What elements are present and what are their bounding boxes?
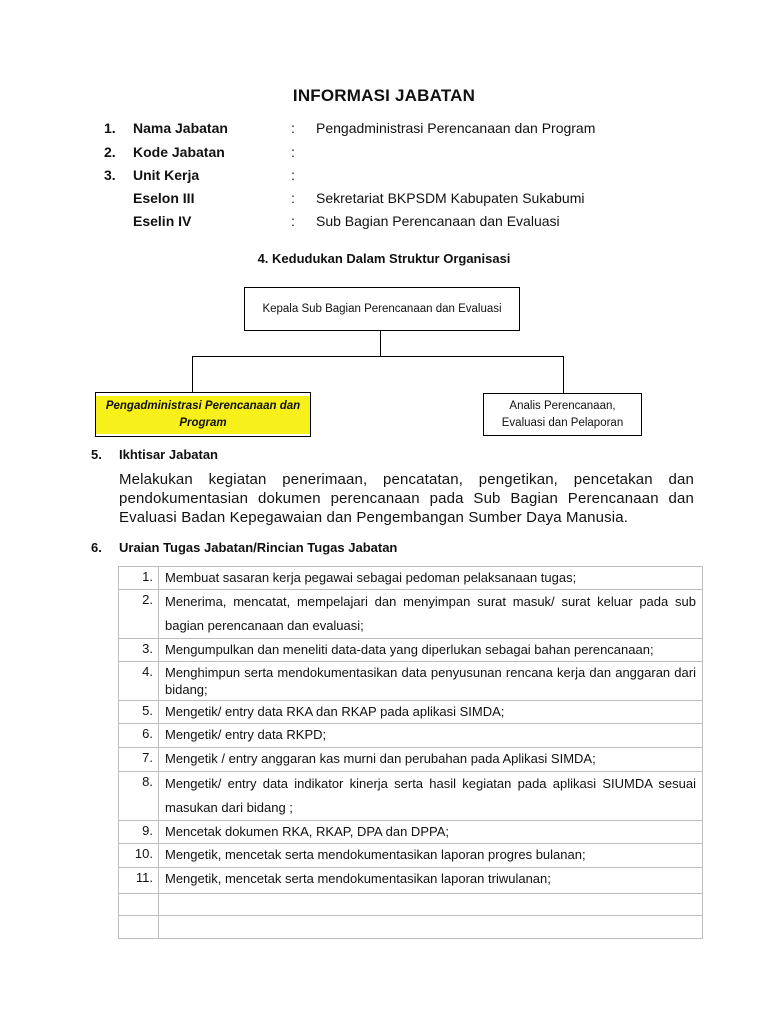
org-connector-vertical bbox=[380, 331, 381, 357]
task-number bbox=[119, 894, 159, 916]
table-row bbox=[119, 662, 703, 701]
info-label: Kode Jabatan bbox=[133, 144, 225, 160]
info-row-eselon-iv bbox=[0, 213, 768, 233]
table-row bbox=[119, 772, 703, 821]
table-row bbox=[119, 821, 703, 844]
table-row bbox=[119, 894, 703, 916]
task-text: Mengetik/ entry data RKA dan RKAP pada aplikasi SIMDA; bbox=[159, 701, 703, 724]
org-connector-horizontal bbox=[192, 356, 564, 357]
table-row bbox=[119, 844, 703, 868]
task-table bbox=[118, 566, 703, 939]
task-number: 10. bbox=[119, 844, 159, 868]
task-number bbox=[119, 916, 159, 939]
task-number: 4. bbox=[119, 662, 159, 701]
structure-heading: 4. Kedudukan Dalam Struktur Organisasi bbox=[257, 251, 511, 266]
info-value: Sekretariat BKPSDM Kabupaten Sukabumi bbox=[316, 190, 585, 206]
task-text bbox=[159, 916, 703, 939]
info-row-unit-kerja bbox=[0, 167, 768, 187]
task-text: Membuat sasaran kerja pegawai sebagai pedoman pelaksanaan tugas; bbox=[159, 567, 703, 590]
task-number: 5. bbox=[119, 701, 159, 724]
task-text: Mengetik/ entry data RKPD; bbox=[159, 724, 703, 748]
info-colon: : bbox=[291, 190, 295, 206]
task-number: 11. bbox=[119, 868, 159, 894]
org-box-kepala-subbag bbox=[244, 287, 520, 331]
info-row-kode-jabatan bbox=[0, 144, 768, 164]
info-number: 2. bbox=[104, 144, 116, 160]
info-number: 1. bbox=[104, 120, 116, 136]
info-label: Nama Jabatan bbox=[133, 120, 228, 136]
info-colon: : bbox=[291, 144, 295, 160]
info-colon: : bbox=[291, 120, 295, 136]
task-number: 6. bbox=[119, 724, 159, 748]
section-number: 5. bbox=[91, 447, 102, 462]
table-row bbox=[119, 639, 703, 662]
org-box-analis bbox=[483, 393, 642, 436]
task-number: 9. bbox=[119, 821, 159, 844]
task-number: 2. bbox=[119, 590, 159, 639]
task-text: Mengetik/ entry data indikator kinerja serta hasil kegiatan pada aplikasi SIUMDA sesuai masukan dari bidang ; bbox=[159, 772, 703, 821]
section-number: 6. bbox=[91, 540, 102, 555]
table-row bbox=[119, 868, 703, 894]
info-value: Pengadministrasi Perencanaan dan Program bbox=[316, 120, 596, 136]
table-row bbox=[119, 590, 703, 639]
section-title-uraian: Uraian Tugas Jabatan/Rincian Tugas Jabatan bbox=[119, 540, 398, 555]
info-label: Eselon III bbox=[133, 190, 195, 206]
task-text: Menghimpun serta mendokumentasikan data penyusunan rencana kerja dan anggaran dari bidang; bbox=[159, 662, 703, 701]
info-value: Sub Bagian Perencanaan dan Evaluasi bbox=[316, 213, 560, 229]
task-number: 8. bbox=[119, 772, 159, 821]
table-row bbox=[119, 748, 703, 772]
info-row-eselon-iii bbox=[0, 190, 768, 210]
task-number: 3. bbox=[119, 639, 159, 662]
table-row bbox=[119, 724, 703, 748]
org-box-text: Kepala Sub Bagian Perencanaan dan Evaluasi bbox=[262, 302, 502, 315]
section-title-ikhtisar: Ikhtisar Jabatan bbox=[119, 447, 218, 462]
info-label: Unit Kerja bbox=[133, 167, 200, 183]
task-text: Mengumpulkan dan meneliti data-data yang diperlukan sebagai bahan perencanaan; bbox=[159, 639, 703, 662]
task-text: Mengetik, mencetak serta mendokumentasikan laporan progres bulanan; bbox=[159, 844, 703, 868]
table-row bbox=[119, 701, 703, 724]
page-title: INFORMASI JABATAN bbox=[292, 86, 476, 105]
task-text: Menerima, mencatat, mempelajari dan menyimpan surat masuk/ surat keluar pada sub bagian perencanaan dan evaluasi; bbox=[159, 590, 703, 639]
ikhtisar-paragraph: Melakukan kegiatan penerimaan, pencatatan, pengetikan, pencetakan dan pendokumentasian dokumen perencanaan pada Sub Bagian Perencanaan dan Evaluasi Badan Kepegawaian dan Pengembangan Sumber Daya Manusia. bbox=[119, 471, 694, 526]
info-colon: : bbox=[291, 167, 295, 183]
info-label: Eselin IV bbox=[133, 213, 192, 229]
task-text: Mencetak dokumen RKA, RKAP, DPA dan DPPA; bbox=[159, 821, 703, 844]
task-text bbox=[159, 894, 703, 916]
task-text: Mengetik, mencetak serta mendokumentasikan laporan triwulanan; bbox=[159, 868, 703, 894]
task-text: Mengetik / entry anggaran kas murni dan perubahan pada Aplikasi SIMDA; bbox=[159, 748, 703, 772]
info-number: 3. bbox=[104, 167, 116, 183]
info-row-nama-jabatan bbox=[0, 120, 768, 140]
org-box-text: Analis Perencanaan, Evaluasi dan Pelaporan bbox=[501, 399, 624, 429]
highlighted-position: Pengadministrasi Perencanaan dan Program bbox=[96, 396, 310, 434]
task-number: 1. bbox=[119, 567, 159, 590]
table-row bbox=[119, 567, 703, 590]
task-number: 7. bbox=[119, 748, 159, 772]
org-box-pengadministrasi bbox=[95, 392, 311, 437]
info-colon: : bbox=[291, 213, 295, 229]
table-row bbox=[119, 916, 703, 939]
org-connector-right bbox=[563, 356, 564, 393]
org-connector-left bbox=[192, 356, 193, 392]
